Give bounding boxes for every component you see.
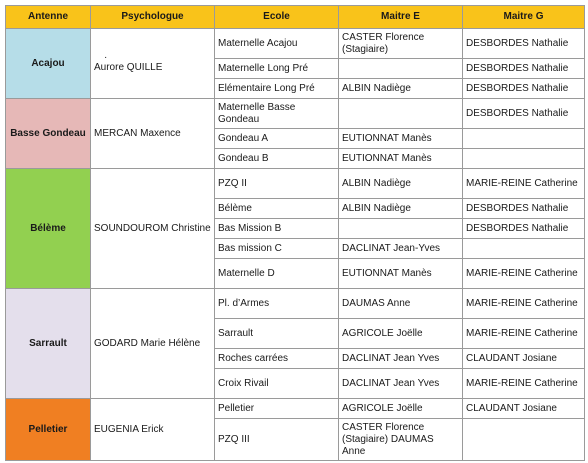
maitre-e-cell: EUTIONNAT Manès (339, 149, 463, 169)
psychologue-name: Aurore QUILLE (94, 61, 163, 73)
maitre-g-cell (463, 419, 585, 461)
ecole-cell: Croix Rivail (215, 369, 339, 399)
antenne-cell: Acajou (6, 29, 91, 99)
maitre-g-cell (463, 149, 585, 169)
ecole-cell: Pelletier (215, 399, 339, 419)
header-maitre-e: Maitre E (339, 6, 463, 29)
maitre-e-cell: ALBIN Nadiège (339, 79, 463, 99)
psychologue-cell (91, 99, 215, 169)
maitre-g-cell: MARIE-REINE Catherine (463, 369, 585, 399)
ecole-cell: Bélème (215, 199, 339, 219)
maitre-g-cell: MARIE-REINE Catherine (463, 259, 585, 289)
header-psychologue: Psychologue (91, 6, 215, 29)
ecole-cell: Bas mission C (215, 239, 339, 259)
maitre-g-cell: DESBORDES Nathalie (463, 199, 585, 219)
maitre-g-cell: MARIE-REINE Catherine (463, 289, 585, 319)
psychologue-cell (91, 29, 215, 99)
maitre-e-cell: AGRICOLE Joëlle (339, 319, 463, 349)
ecole-cell: Gondeau A (215, 129, 339, 149)
maitre-e-cell: CASTER Florence (Stagiaire) DAUMAS Anne (339, 419, 463, 461)
ecole-cell: PZQ II (215, 169, 339, 199)
maitre-e-cell: DAUMAS Anne (339, 289, 463, 319)
table-row (6, 169, 585, 199)
ecole-cell: Maternelle D (215, 259, 339, 289)
table-row (6, 399, 585, 419)
psychologue-name: SOUNDOUROM Christine (94, 222, 211, 234)
antenne-cell: Basse Gondeau (6, 99, 91, 169)
maitre-g-cell: DESBORDES Nathalie (463, 219, 585, 239)
psychologue-cell (91, 289, 215, 399)
maitre-e-cell: EUTIONNAT Manès (339, 129, 463, 149)
maitre-e-cell: EUTIONNAT Manès (339, 259, 463, 289)
ecole-cell: Roches carrées (215, 349, 339, 369)
maitre-g-cell: MARIE-REINE Catherine (463, 169, 585, 199)
psychologue-name: EUGENIA Erick (94, 423, 164, 435)
antenne-cell: Pelletier (6, 399, 91, 461)
maitre-g-cell: DESBORDES Nathalie (463, 99, 585, 129)
ecole-cell: Bas Mission B (215, 219, 339, 239)
table-row (6, 99, 585, 129)
antenne-cell: Sarrault (6, 289, 91, 399)
ecole-cell: Maternelle Long Pré (215, 59, 339, 79)
maitre-g-cell: DESBORDES Nathalie (463, 29, 585, 59)
maitre-e-cell: DACLINAT Jean Yves (339, 369, 463, 399)
header-maitre-g: Maitre G (463, 6, 585, 29)
maitre-g-cell: MARIE-REINE Catherine (463, 319, 585, 349)
maitre-e-cell (339, 219, 463, 239)
table-row (6, 289, 585, 319)
maitre-e-cell (339, 59, 463, 79)
psychologue-name: MERCAN Maxence (94, 127, 181, 139)
table-row (6, 29, 585, 59)
psychologue-mark: · (104, 51, 108, 63)
antenne-cell: Bélème (6, 169, 91, 289)
maitre-e-cell: DACLINAT Jean Yves (339, 349, 463, 369)
maitre-g-cell: DESBORDES Nathalie (463, 79, 585, 99)
maitre-e-cell: ALBIN Nadiège (339, 199, 463, 219)
maitre-e-cell (339, 99, 463, 129)
maitre-g-cell: DESBORDES Nathalie (463, 59, 585, 79)
ecole-cell: Pl. d’Armes (215, 289, 339, 319)
ecole-cell: PZQ III (215, 419, 339, 461)
maitre-g-cell (463, 129, 585, 149)
ecole-cell: Maternelle Basse Gondeau (215, 99, 339, 129)
maitre-e-cell: CASTER Florence (Stagiaire) (339, 29, 463, 59)
header-antenne: Antenne (6, 6, 91, 29)
school-assignment-table (5, 5, 585, 461)
header-row (6, 6, 585, 29)
maitre-e-cell: ALBIN Nadiège (339, 169, 463, 199)
maitre-g-cell: CLAUDANT Josiane (463, 399, 585, 419)
ecole-cell: Maternelle Acajou (215, 29, 339, 59)
ecole-cell: Gondeau B (215, 149, 339, 169)
psychologue-name: GODARD Marie Hélène (94, 337, 201, 349)
psychologue-cell (91, 169, 215, 289)
maitre-e-cell: AGRICOLE Joëlle (339, 399, 463, 419)
maitre-g-cell: CLAUDANT Josiane (463, 349, 585, 369)
maitre-e-cell: DACLINAT Jean-Yves (339, 239, 463, 259)
header-ecole: Ecole (215, 6, 339, 29)
maitre-g-cell (463, 239, 585, 259)
ecole-cell: Sarrault (215, 319, 339, 349)
ecole-cell: Elémentaire Long Pré (215, 79, 339, 99)
psychologue-cell (91, 399, 215, 461)
